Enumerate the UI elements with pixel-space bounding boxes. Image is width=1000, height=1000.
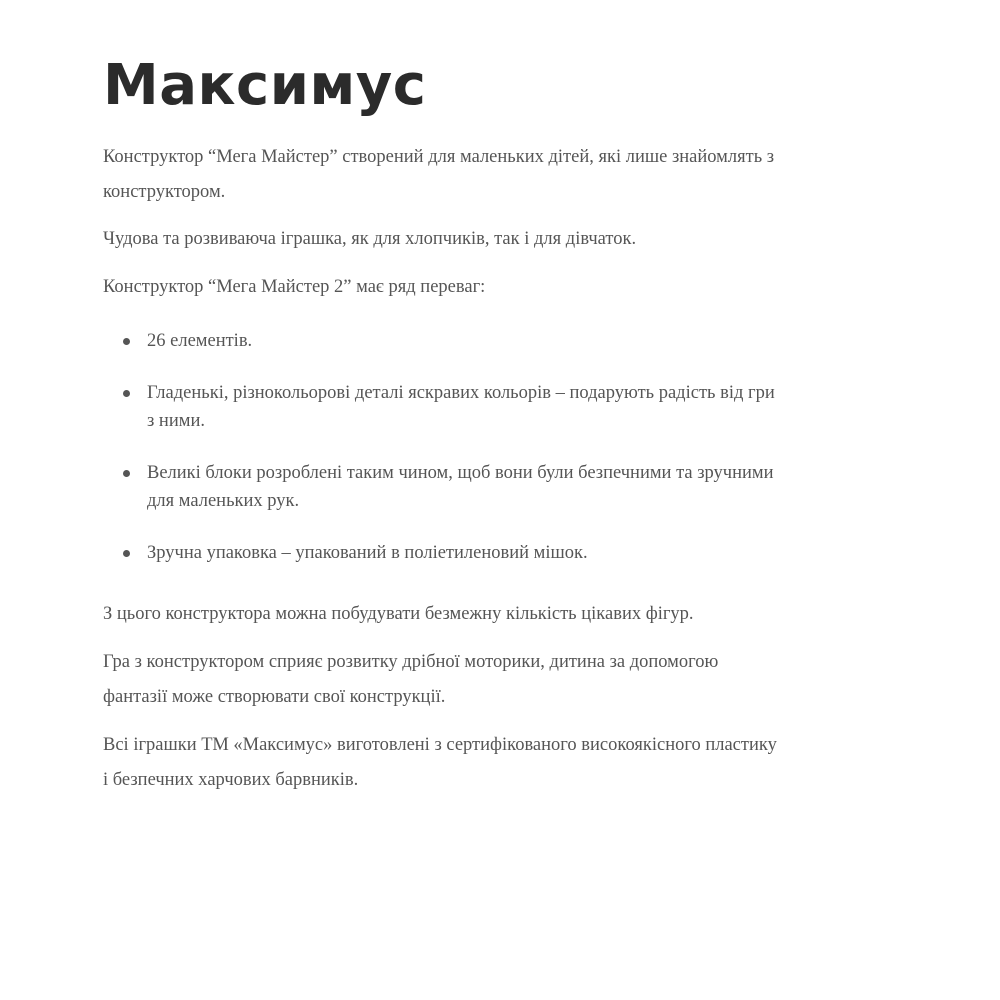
bullet-dot-icon [123, 550, 130, 557]
list-item-text: Зручна упаковка – упакований в поліетиленовий мішок. [147, 543, 588, 563]
quality-paragraph: Всі іграшки ТМ «Максимус» виготовлені з сертифікованого високоякісного пластику і безпечних харчових барвників. [103, 735, 777, 790]
possibilities-paragraph: З цього конструктора можна побудувати безмежну кількість цікавих фігур. [103, 604, 694, 624]
list-item [103, 539, 783, 567]
bullet-dot-icon [123, 338, 130, 345]
list-item-text: 26 елементів. [147, 331, 253, 351]
development-paragraph: Гра з конструктором сприяє розвитку дрібної моторики, дитина за допомогою фантазії може створювати свої конструкції. [103, 652, 719, 707]
intro-paragraph: Конструктор “Мега Майстер” створений для маленьких дітей, які лише знайомлять з конструктором. [103, 147, 775, 202]
list-item [103, 379, 783, 435]
list-item [103, 459, 783, 515]
bullet-dot-icon [123, 470, 130, 477]
list-item-text: Гладенькі, різнокольорові деталі яскравих кольорів – подарують радість від гри з ними. [147, 383, 775, 431]
appeal-paragraph: Чудова та розвиваюча іграшка, як для хлопчиків, так і для дівчаток. [103, 229, 637, 249]
list-item [103, 327, 783, 355]
advantages-list [103, 327, 783, 567]
bullet-dot-icon [123, 390, 130, 397]
list-item-text: Великі блоки розроблені таким чином, щоб вони були безпечними та зручними для маленьких рук. [147, 463, 774, 511]
advantages-heading: Конструктор “Мега Майстер 2” має ряд переваг: [103, 277, 486, 297]
product-description-page [103, 0, 783, 798]
page-title: Максимус [103, 53, 427, 118]
description-content [103, 140, 783, 798]
